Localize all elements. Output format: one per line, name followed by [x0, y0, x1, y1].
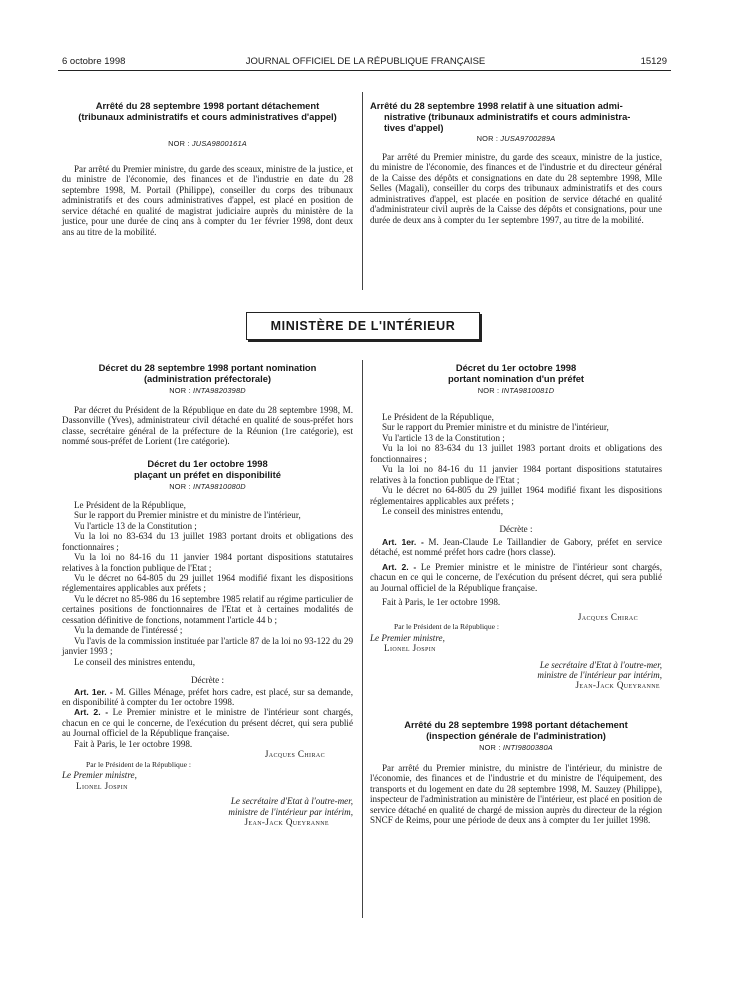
- article-paragraph: Vu le décret no 85-986 du 16 septembre 1985 relatif au régime particulier de certaines positions de fonctionnaires de l'Etat et à certaines modalités de cessation définitive de fonctions, notamment l'article 44 b ;: [62, 593, 353, 625]
- article-paragraph: Vu l'article 13 de la Constitution ;: [382, 432, 505, 443]
- column-bottom-right: [370, 362, 662, 826]
- nor-reference: NOR : INTA9820398D: [169, 386, 246, 395]
- article-paragraph: Vu l'avis de la commission instituée par l'article 87 de la loi no 93-122 du 29 janvier 1993 ;: [62, 635, 353, 657]
- pm-name: Lionel Jospin: [76, 780, 128, 791]
- pm-name: Lionel Jospin: [384, 643, 436, 654]
- article-paragraph: Le conseil des ministres entendu,: [74, 656, 195, 667]
- article-paragraph: Le Président de la République,: [382, 412, 494, 422]
- article-1: Art. 1er. - M. Jean-Claude Le Taillandier de Gabory, préfet en service détaché, est nommé préfet hors cadre (hors classe).: [370, 536, 662, 558]
- header-journal-title: JOURNAL OFFICIEL DE LA RÉPUBLIQUE FRANÇAISE: [245, 56, 486, 67]
- article-title-line: Décret du 1er octobre 1998: [455, 362, 577, 373]
- article-title-line: Arrêté du 28 septembre 1998 portant détachement: [95, 100, 320, 111]
- secretary-title: ministre de l'intérieur par intérim,: [537, 669, 662, 680]
- signature-president: Jacques Chirac: [577, 611, 638, 622]
- article-title-line: nistrative (tribunaux administratifs et cours administra-: [384, 111, 631, 122]
- article-paragraph: Vu la loi no 84-16 du 11 janvier 1984 portant dispositions statutaires relatives à la fonction publique de l'Etat ;: [62, 552, 353, 573]
- signature-president: Jacques Chirac: [264, 749, 325, 760]
- article-body: [370, 412, 662, 691]
- header-page-number: 15129: [640, 56, 667, 67]
- article-body: [62, 164, 353, 237]
- pm-title: Le Premier ministre,: [370, 632, 445, 643]
- article-paragraph: Vu la demande de l'intéressé ;: [74, 625, 183, 636]
- article-paragraph: Par arrêté du Premier ministre, du garde des sceaux, ministre de la justice, du ministre de l'économie, des finances et de l'industrie et du directeur général de la Caisse des dépôts et consignations en date du 28 septembre 1998, Mlle Selles (Magali), conseiller du corps des tribunaux administratifs et des cours administratives d'appel, est placée en position de service détaché en qualité d'administrateur civil auprès de la Caisse des dépôts et consignations, pour une durée de deux ans à compter du 1er septembre 1997, au titre de la mobilité.: [370, 152, 662, 225]
- article-paragraph: Par arrêté du Premier ministre, du ministre de l'intérieur, du ministre de l'économie, des finances et de l'industrie et du ministre de l'équipement, des transports et du logement en date du 28 septembre 1998, M. Sauzey (Philippe), inspecteur de l'administration au ministère de l'intérieur, est placé en position de service détaché en qualité de chargé de mission auprès du directeur de la région SNCF de Reims, pour une période de deux ans à compter du 1er juillet 1998.: [370, 762, 662, 826]
- secretary-name: Jean-Jack Queyranne: [244, 816, 329, 827]
- secretary-title: Le secrétaire d'Etat à l'outre-mer,: [230, 796, 353, 807]
- header-date: 6 octobre 1998: [62, 56, 126, 67]
- article-title-line: tives d'appel): [384, 122, 444, 133]
- secretary-name: Jean-Jack Queyranne: [575, 680, 660, 691]
- article-2: Art. 2. - Le Premier ministre et le ministre de l'intérieur sont chargés, chacun en ce qui le concerne, de l'exécution du présent décret, qui sera publié au Journal officiel de la République française.: [62, 707, 353, 739]
- by-president-label: Par le Président de la République :: [86, 759, 192, 769]
- arrete-inspection: [370, 719, 662, 826]
- nor-reference: NOR : INTA9810081D: [477, 386, 555, 395]
- article-body: [370, 152, 662, 225]
- article-title-line: (inspection générale de l'administration): [426, 729, 606, 741]
- article-top-right: [370, 100, 662, 225]
- secretary-title: Le secrétaire d'Etat à l'outre-mer,: [539, 659, 662, 670]
- ministry-title: MINISTÈRE DE L'INTÉRIEUR: [270, 319, 456, 333]
- article-body: [370, 763, 662, 826]
- by-president-label: Par le Président de la République :: [394, 622, 500, 632]
- article-body: [62, 405, 353, 447]
- decrete-label: Décrète :: [190, 675, 225, 686]
- column-divider-bottom: [362, 360, 363, 918]
- column-bottom-left: [62, 362, 353, 827]
- article-title-line: Arrêté du 28 septembre 1998 portant détachement: [404, 718, 628, 730]
- nor-reference: NOR : INTI9800380A: [479, 742, 553, 752]
- article-paragraph: Vu la loi no 83-634 du 13 juillet 1983 portant droits et obligations des fonctionnaires ;: [62, 531, 353, 552]
- place-date: Fait à Paris, le 1er octobre 1998.: [74, 738, 193, 749]
- nor-reference: NOR : INTA9810080D: [169, 481, 246, 491]
- ministry-banner: [246, 312, 480, 340]
- article-paragraph: Sur le rapport du Premier ministre et du ministre de l'intérieur,: [382, 422, 609, 433]
- article-paragraph: Vu la loi no 84-16 du 11 janvier 1984 portant dispositions statutaires relatives à la fonction publique de l'Etat ;: [370, 464, 662, 485]
- article-body: [62, 500, 353, 828]
- article-2: Art. 2. - Le Premier ministre et le ministre de l'intérieur sont chargés, chacun en ce qui le concerne, de l'exécution du présent décret, qui sera publié au Journal officiel de la République française.: [370, 561, 662, 593]
- article-title-line: Décret du 28 septembre 1998 portant nomination: [98, 362, 317, 373]
- article-paragraph: Vu l'article 13 de la Constitution ;: [74, 520, 197, 531]
- article-title-line: portant nomination d'un préfet: [447, 373, 585, 384]
- article-paragraph: Vu le décret no 64-805 du 29 juillet 1964 modifié fixant les dispositions réglementaires applicables aux préfets ;: [62, 572, 353, 594]
- article-paragraph: Vu le décret no 64-805 du 29 juillet 1964 modifié fixant les dispositions réglementaires applicables aux préfets ;: [370, 485, 662, 506]
- article-top-left: [62, 100, 353, 237]
- decree-disponibilite: [62, 458, 353, 828]
- article-title-line: plaçant un préfet en disponibilité: [134, 468, 281, 480]
- article-paragraph: Le Président de la République,: [74, 499, 186, 510]
- article-paragraph: Par arrêté du Premier ministre, du garde des sceaux, ministre de la justice, et du ministre de l'économie, des finances et de l'industrie en date du 28 septembre 1998, M. Portail (Philippe), conseiller du corps des tribunaux administratifs et des cours administratives d'appel, est placé en position de service détaché en qualité de magistrat judiciaire auprès du ministère de la justice, pour une durée de cinq ans à compter du 1er février 1998, dont deux ans au titre de la mobilité.: [62, 164, 353, 237]
- decrete-label: Décrète :: [499, 523, 533, 534]
- nor-reference: NOR : JUSA9800161A: [168, 139, 247, 148]
- article-paragraph: Le conseil des ministres entendu,: [382, 506, 503, 517]
- article-paragraph: Par décret du Président de la République en date du 28 septembre 1998, M. Dassonville (Yves), administrateur civil détaché en qualité de sous-préfet hors classe, secrétaire général de la préfecture de la Réunion (1re catégorie), est nommé sous-préfet de Lorient (1re catégorie).: [62, 405, 353, 447]
- header-rule: [58, 70, 671, 71]
- article-paragraph: Sur le rapport du Premier ministre et du ministre de l'intérieur,: [74, 510, 301, 521]
- pm-title: Le Premier ministre,: [62, 770, 137, 781]
- secretary-title: ministre de l'intérieur par intérim,: [228, 806, 353, 817]
- article-title-line: (administration préfectorale): [143, 373, 272, 384]
- article-title-line: Décret du 1er octobre 1998: [147, 457, 268, 469]
- article-paragraph: Vu la loi no 83-634 du 13 juillet 1983 portant droits et obligations des fonctionnaires ;: [370, 443, 662, 464]
- place-date: Fait à Paris, le 1er octobre 1998.: [382, 597, 501, 608]
- article-title-line: (tribunaux administratifs et cours administratives d'appel): [78, 111, 337, 122]
- nor-reference: NOR : JUSA9700289A: [476, 134, 556, 143]
- article-title-line: Arrêté du 28 septembre 1998 relatif à une situation admi-: [370, 100, 623, 111]
- article-1: Art. 1er. - M. Gilles Ménage, préfet hors cadre, est placé, sur sa demande, en disponibilité à compter du 1er octobre 1998.: [62, 686, 353, 707]
- column-divider-top: [362, 92, 363, 290]
